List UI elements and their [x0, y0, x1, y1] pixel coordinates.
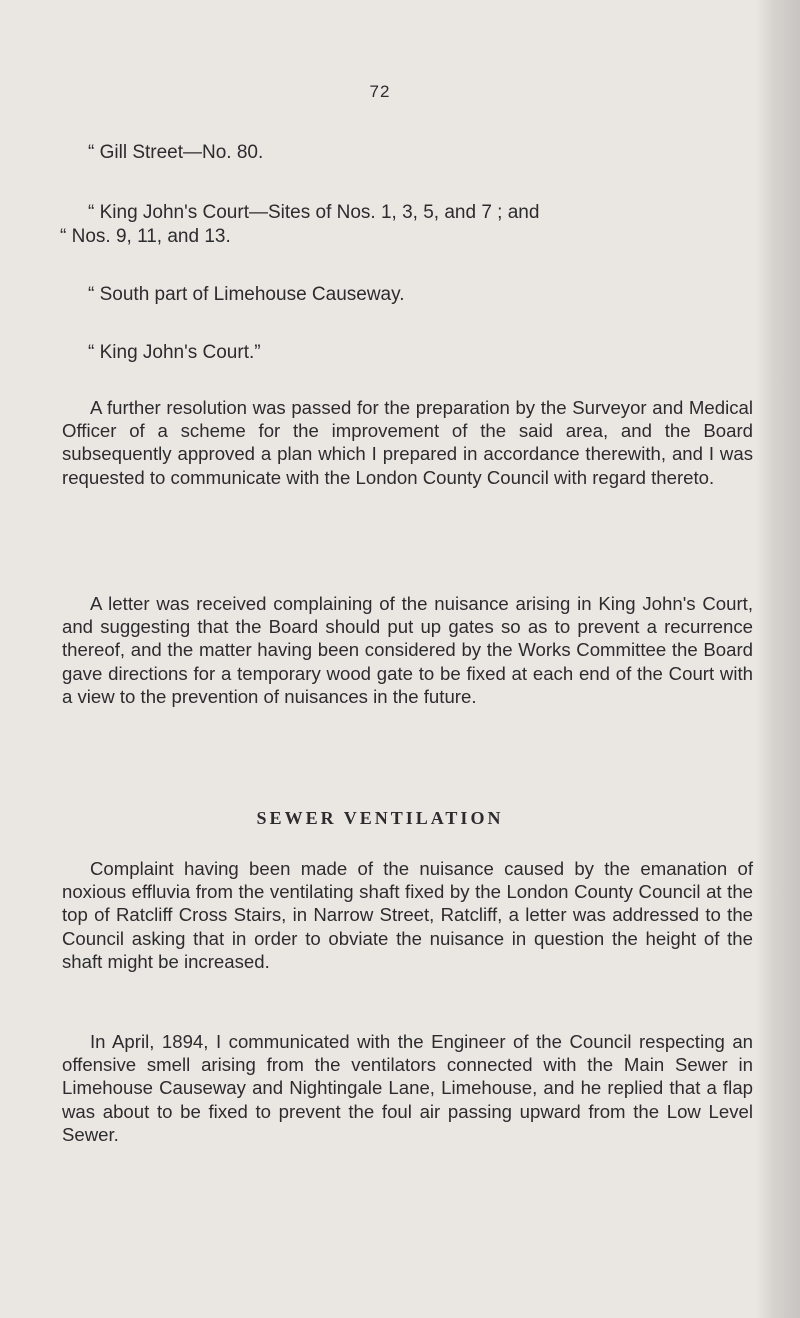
paragraph: Complaint having been made of the nuisance caused by the emanation of noxious effluvia from the ventilating shaft fixed by the London County Council at the top of Ratcliff Cross Stairs, in Narrow Street, Ratcliff, a letter was addressed to the Council asking that in order to obviate the nuisance in question the height of the shaft might be increased.	[62, 858, 753, 972]
list-item: “ Gill Street—No. 80.	[88, 142, 264, 163]
section-heading: SEWER VENTILATION	[256, 808, 504, 828]
list-item: “ King John's Court.”	[88, 342, 261, 363]
list-item: “ Nos. 9, 11, and 13.	[60, 226, 231, 247]
list-item: “ King John's Court—Sites of Nos. 1, 3, 5, and 7 ; and	[88, 202, 540, 223]
paragraph: In April, 1894, I communicated with the Engineer of the Council respecting an offensive smell arising from the ventilators connected with the Main Sewer in Limehouse Causeway and Nightingale Lane, Limehouse, and he replied that a flap was about to be fixed to prevent the foul air passing upward from the Low Level Sewer.	[62, 1031, 753, 1145]
paragraph: A further resolution was passed for the preparation by the Surveyor and Medical Officer of a scheme for the improvement of the said area, and the Board subsequently approved a plan which I prepared in accordance therewith, and I was requested to communicate with the London County Council with regard thereto.	[62, 397, 753, 488]
list-item: “ South part of Limehouse Causeway.	[88, 284, 405, 305]
paragraph: A letter was received complaining of the nuisance arising in King John's Court, and suggesting that the Board should put up gates so as to prevent a recurrence thereof, and the matter having been considered by the Works Committee the Board gave directions for a temporary wood gate to be fixed at each end of the Court with a view to the prevention of nuisances in the future.	[62, 593, 753, 707]
page-number: 72	[369, 82, 391, 101]
page-edge-shadow	[756, 0, 800, 1318]
